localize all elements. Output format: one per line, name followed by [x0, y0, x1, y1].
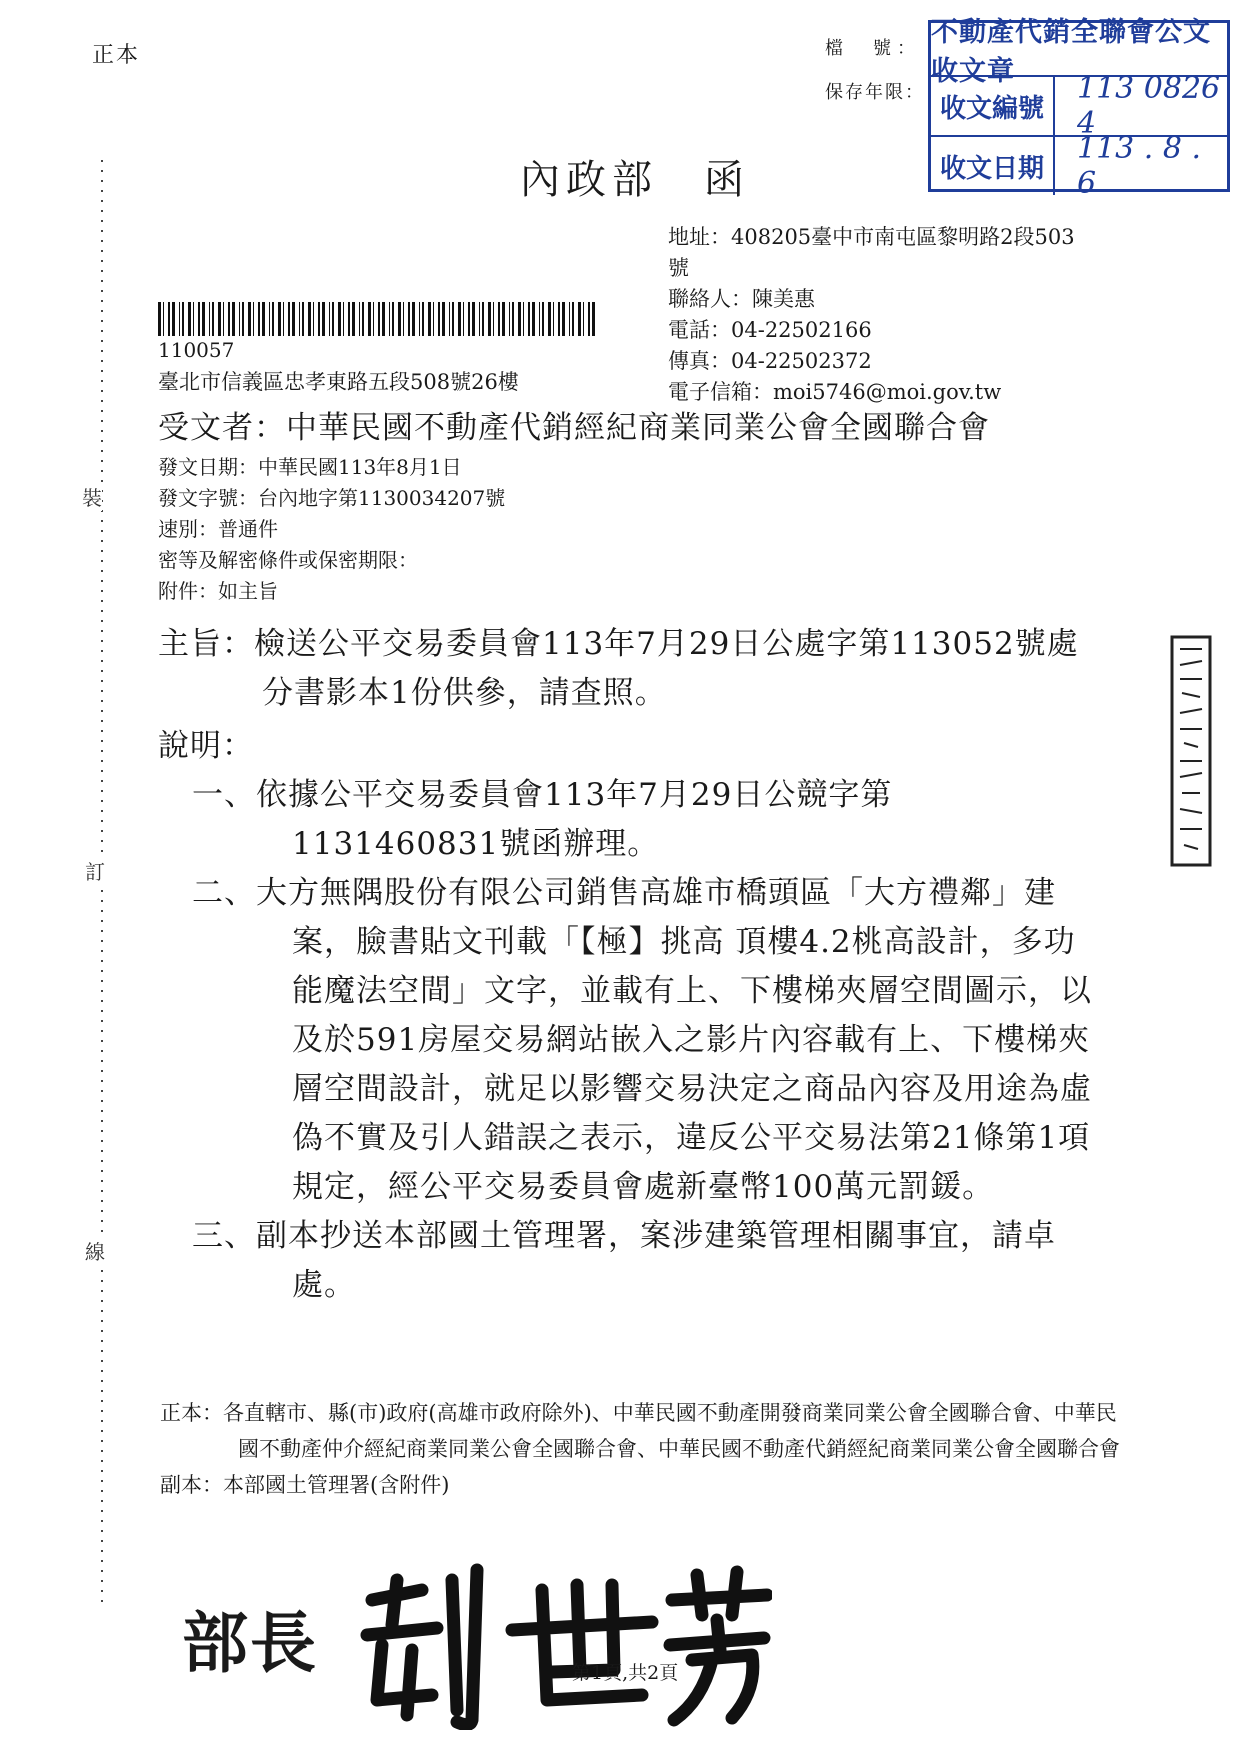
page-number: 第1頁,共2頁 — [572, 1662, 679, 1684]
subject: 主旨：檢送公平交易委員會113年7月29日公處字第113052號處分書影本1份供參，請查照。 — [158, 626, 1079, 711]
document-title: 內政部 函 — [520, 157, 750, 203]
sender-fax: 傳真：04-22502372 — [668, 349, 872, 373]
binding-mark: 裝 — [82, 482, 102, 511]
document-body — [158, 620, 1098, 1310]
binding-mark: 訂 — [85, 856, 105, 885]
retention-label: 保存年限： — [825, 82, 925, 103]
barcode — [158, 302, 598, 336]
explanation-heading: 說明： — [158, 728, 254, 764]
stamp-title: 不動產代銷全聯會公文收文章 — [931, 23, 1227, 77]
distribution-copy: 副本：本部國土管理署(含附件) — [160, 1473, 450, 1497]
file-number-label: 檔 號： — [825, 38, 921, 59]
stamp-number-row — [931, 71, 1227, 141]
sender-address-line2: 號 — [668, 256, 689, 280]
document-meta — [158, 452, 505, 607]
receipt-stamp — [928, 17, 1230, 201]
sender-address-line1: 地址：408205臺中市南屯區黎明路2段503 — [668, 225, 1075, 249]
recipient: 受文者：中華民國不動產代銷經紀商業同業公會全國聯合會 — [158, 410, 990, 446]
sender-contact: 聯絡人：陳美惠 — [668, 287, 815, 311]
minister-signature — [352, 1550, 772, 1730]
sender-email: 電子信箱：moi5746@moi.gov.tw — [668, 380, 1002, 404]
stamp-date-row — [931, 131, 1227, 201]
distribution-original: 正本：各直轄市、縣(市)政府(高雄市政府除外)、中華民國不動產開發商業同業公會全國聯合會、中華民國不動產仲介經紀商業同業公會全國聯合會、中華民國不動產代銷經紀商業同業公會全國聯合會 — [160, 1401, 1120, 1461]
recipient-zip: 110057 — [158, 338, 235, 362]
stamp-number-label: 收文編號 — [931, 77, 1055, 135]
side-stamp — [1168, 635, 1214, 867]
issue-number: 發文字號：台內地字第1130034207號 — [158, 486, 506, 510]
minister-label: 部長 — [182, 1605, 318, 1682]
issue-date: 發文日期：中華民國113年8月1日 — [158, 455, 462, 479]
sender-info — [668, 222, 1075, 408]
recipient-address: 臺北市信義區忠孝東路五段508號26樓 — [158, 370, 519, 394]
attachment: 附件：如主旨 — [158, 579, 278, 603]
binding-mark: 線 — [85, 1236, 105, 1265]
explanation-item: 二、大方無隅股份有限公司銷售高雄市橋頭區「大方禮鄰」建案，臉書貼文刊載「【極】挑高 頂樓4.2桃高設計，多功能魔法空間」文字，並載有上、下樓梯夾層空間圖示，以及於591房屋交易網站嵌入之影片內容載有上、下樓梯夾層空間設計，就足以影響交易決定之商品內容及用途為虛偽不實及引人錯誤之表示，違反公平交易法第21條第1項規定，經公平交易委員會處新臺幣100萬元罰鍰。 — [192, 875, 1092, 1205]
secrecy-level: 密等及解密條件或保密期限： — [158, 548, 418, 572]
explanation-item: 一、依據公平交易委員會113年7月29日公競字第1131460831號函辦理。 — [192, 777, 893, 862]
stamp-number-value: 113 0826 4 — [1077, 71, 1221, 141]
speed-class: 速別：普通件 — [158, 517, 278, 541]
sender-phone: 電話：04-22502166 — [668, 318, 872, 342]
stamp-date-label: 收文日期 — [931, 137, 1055, 195]
copy-mark: 正本 — [92, 43, 141, 68]
stamp-date-value: 113 . 8 . 6 — [1077, 131, 1202, 201]
binding-dotted-line — [100, 160, 104, 1610]
explanation-item: 三、副本抄送本部國土管理署，案涉建築管理相關事宜，請卓處。 — [192, 1218, 1056, 1303]
distribution-list — [160, 1395, 1120, 1503]
